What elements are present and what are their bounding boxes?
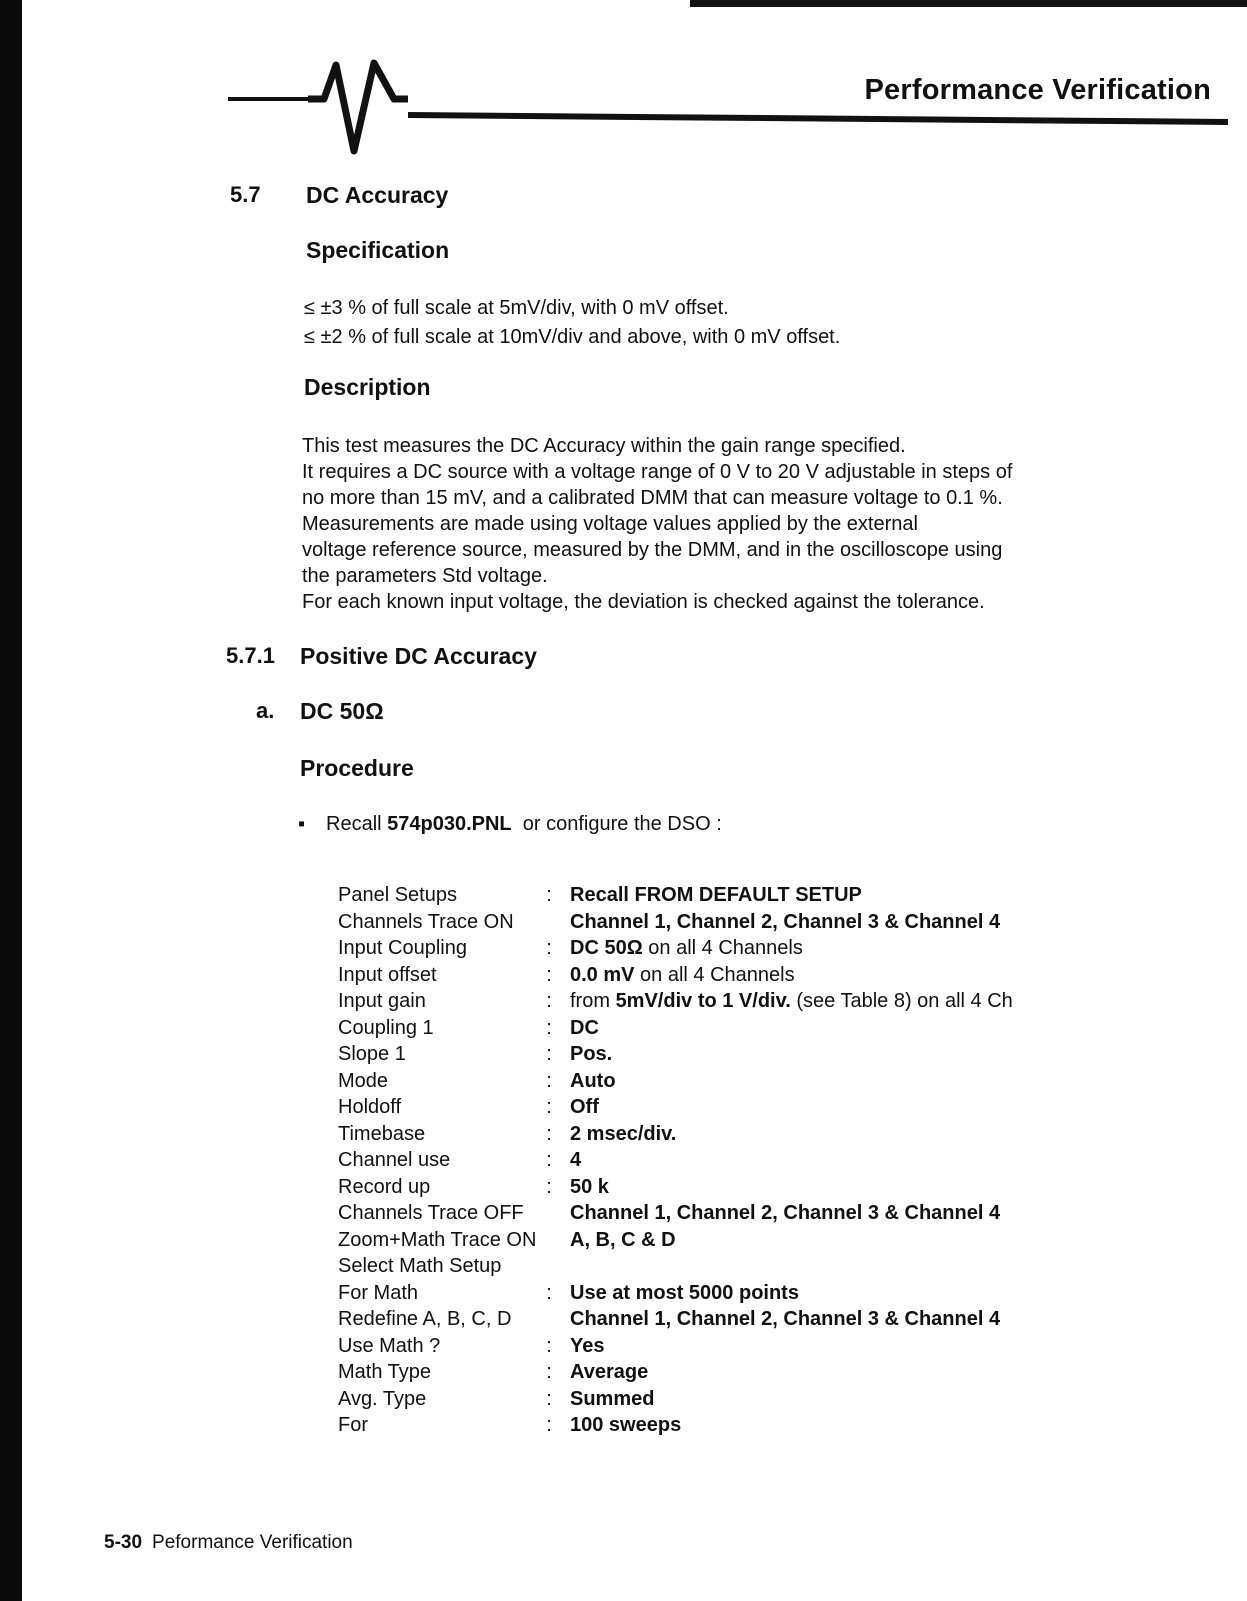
- setting-separator: :: [546, 1414, 552, 1436]
- setting-value: Yes: [570, 1334, 605, 1357]
- setting-separator: :: [546, 1122, 552, 1145]
- description-line: Measurements are made using voltage values applied by the external: [302, 513, 918, 535]
- setting-row: [338, 882, 1118, 909]
- setting-value: Pos.: [570, 1043, 613, 1065]
- setting-label: For Math: [338, 1281, 419, 1304]
- bullet-file: 574p030.PNL: [387, 813, 512, 835]
- setting-label: Input gain: [338, 990, 426, 1012]
- setting-label: Redefine A, B, C, D: [338, 1308, 512, 1330]
- procedure-bullet: [298, 813, 722, 836]
- setting-value: 100 sweeps: [570, 1414, 682, 1436]
- setting-row: [338, 1068, 1118, 1095]
- description-heading: Description: [304, 374, 431, 400]
- setting-row: [338, 1412, 1118, 1439]
- setting-separator: [528, 1200, 570, 1227]
- setting-label: Zoom+Math Trace ON: [338, 1228, 537, 1251]
- setting-value: 2 msec/div.: [570, 1122, 677, 1145]
- setting-row: [338, 909, 1118, 936]
- setting-value: Use at most 5000 points: [570, 1281, 799, 1304]
- spec-line: ≤ ±2 % of full scale at 10mV/div and above, with 0 mV offset.: [304, 326, 841, 348]
- specification-heading: Specification: [306, 237, 450, 263]
- section-title: DC Accuracy: [306, 182, 449, 208]
- settings-table: [338, 882, 1118, 1439]
- setting-separator: [528, 1253, 570, 1280]
- setting-value: from 5mV/div to 1 V/div. (see Table 8) on all 4 Ch: [570, 990, 1013, 1012]
- setting-label: For: [338, 1414, 368, 1436]
- spec-line: ≤ ±3 % of full scale at 5mV/div, with 0 mV offset.: [304, 297, 729, 319]
- description-line: no more than 15 mV, and a calibrated DMM that can measure voltage to 0.1 %.: [302, 487, 1003, 509]
- setting-row: [338, 1306, 1118, 1333]
- setting-row: [338, 1227, 1118, 1254]
- setting-row: [338, 1015, 1118, 1042]
- setting-value: Recall FROM DEFAULT SETUP: [570, 884, 862, 906]
- setting-separator: :: [546, 990, 552, 1012]
- bullet-prefix: Recall: [326, 813, 388, 835]
- setting-row: [338, 1041, 1118, 1068]
- setting-label: Math Type: [338, 1361, 432, 1383]
- footer-text: Peformance Verification: [152, 1532, 353, 1553]
- setting-label: Channel use: [338, 1149, 451, 1171]
- setting-value: DC: [570, 1016, 599, 1039]
- procedure-heading: Procedure: [300, 755, 414, 781]
- setting-label: Use Math ?: [338, 1334, 441, 1357]
- setting-row: [338, 1147, 1118, 1174]
- setting-label: Mode: [338, 1069, 389, 1092]
- setting-label: Coupling 1: [338, 1016, 434, 1039]
- setting-value: 4: [570, 1149, 582, 1171]
- description-line: It requires a DC source with a voltage range of 0 V to 20 V adjustable in steps of: [302, 461, 1013, 483]
- setting-separator: :: [546, 963, 552, 986]
- setting-value: Summed: [570, 1387, 655, 1410]
- setting-row: [338, 1121, 1118, 1148]
- setting-separator: :: [546, 1149, 552, 1171]
- header-title: Performance Verification: [864, 74, 1211, 106]
- setting-label: Slope 1: [338, 1043, 406, 1065]
- bullet-suffix: or configure the DSO :: [511, 813, 722, 835]
- setting-row: [338, 962, 1118, 989]
- setting-separator: :: [546, 1043, 552, 1065]
- description-line: the parameters Std voltage.: [302, 565, 548, 587]
- setting-value: Channel 1, Channel 2, Channel 3 & Channel 4: [570, 1308, 1001, 1330]
- setting-value: Auto: [570, 1069, 616, 1092]
- setting-label: Panel Setups: [338, 884, 457, 906]
- setting-label: Channels Trace ON: [338, 910, 514, 933]
- setting-value: DC 50Ω on all 4 Channels: [570, 937, 803, 959]
- description-line: voltage reference source, measured by the DMM, and in the oscilloscope using: [302, 539, 1003, 561]
- setting-separator: :: [546, 1175, 552, 1198]
- setting-separator: :: [546, 1387, 552, 1410]
- setting-value: 50 k: [570, 1175, 609, 1198]
- setting-value: 0.0 mV on all 4 Channels: [570, 963, 795, 986]
- setting-value: A, B, C & D: [570, 1228, 676, 1251]
- page-footer: [104, 1532, 353, 1554]
- page-number: 5-30: [104, 1532, 143, 1553]
- setting-row: [338, 988, 1118, 1015]
- setting-separator: :: [546, 1096, 552, 1118]
- setting-value: [570, 1253, 1118, 1280]
- setting-row: [338, 1094, 1118, 1121]
- setting-label: Input Coupling: [338, 937, 467, 959]
- setting-label: Channels Trace OFF: [338, 1202, 524, 1224]
- item-title: DC 50Ω: [300, 698, 384, 724]
- bullet-marker: ▪: [298, 813, 306, 835]
- top-rule: [690, 0, 1247, 7]
- setting-separator: :: [546, 1334, 552, 1357]
- setting-separator: :: [546, 884, 552, 906]
- header-waveform-logo: [228, 55, 1247, 165]
- setting-label: Select Math Setup: [338, 1255, 502, 1277]
- setting-label: Record up: [338, 1175, 431, 1198]
- setting-separator: :: [546, 1281, 552, 1304]
- setting-separator: [528, 1306, 570, 1333]
- setting-separator: :: [546, 937, 552, 959]
- setting-row: [338, 1333, 1118, 1360]
- setting-value: Channel 1, Channel 2, Channel 3 & Channel 4: [570, 1202, 1001, 1224]
- subsection-title: Positive DC Accuracy: [300, 643, 537, 669]
- setting-row: [338, 1200, 1118, 1227]
- setting-row: [338, 935, 1118, 962]
- setting-label: Holdoff: [338, 1096, 402, 1118]
- binding-bar: [0, 0, 22, 1601]
- description-line: For each known input voltage, the deviation is checked against the tolerance.: [302, 591, 985, 613]
- setting-label: Input offset: [338, 963, 437, 986]
- setting-separator: [528, 1227, 570, 1254]
- description-body: [302, 433, 1162, 615]
- setting-value: Average: [570, 1361, 649, 1383]
- setting-separator: [528, 909, 570, 936]
- setting-row: [338, 1386, 1118, 1413]
- setting-row: [338, 1359, 1118, 1386]
- setting-row: [338, 1280, 1118, 1307]
- setting-separator: :: [546, 1361, 552, 1383]
- description-line: This test measures the DC Accuracy within the gain range specified.: [302, 435, 906, 457]
- setting-label: Avg. Type: [338, 1387, 427, 1410]
- setting-separator: :: [546, 1069, 552, 1092]
- setting-label: Timebase: [338, 1122, 426, 1145]
- item-letter: a.: [256, 698, 275, 723]
- setting-value: Off: [570, 1096, 599, 1118]
- setting-separator: :: [546, 1016, 552, 1039]
- setting-value: Channel 1, Channel 2, Channel 3 & Channel 4: [570, 910, 1001, 933]
- setting-row: [338, 1174, 1118, 1201]
- section-number: 5.7: [230, 182, 261, 207]
- setting-row: [338, 1253, 1118, 1280]
- subsection-number: 5.7.1: [226, 643, 275, 668]
